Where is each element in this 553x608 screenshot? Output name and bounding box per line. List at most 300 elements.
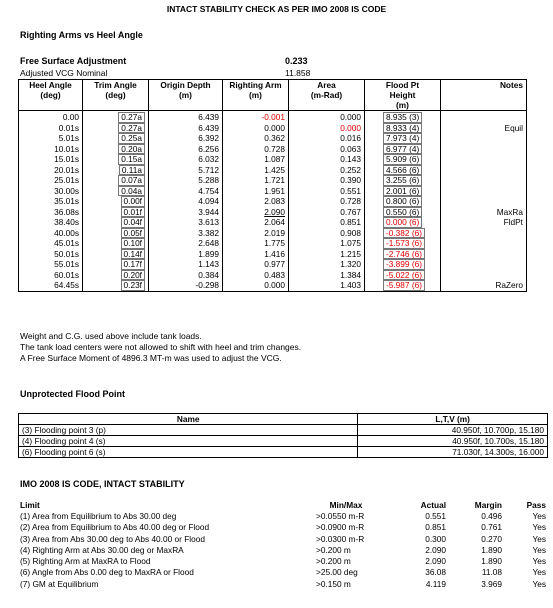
area-cell (289, 259, 365, 270)
trim-cell (83, 133, 149, 144)
heel-cell-value: 30.00s (54, 185, 79, 196)
heel-cell-value: 35.01s (54, 196, 79, 207)
trim-cell (83, 249, 149, 260)
depth-cell (149, 111, 223, 123)
area-cell (289, 280, 365, 291)
area-cell (289, 144, 365, 155)
heel-cell (19, 133, 83, 144)
trim-cell (83, 238, 149, 249)
trim-cell-value: 0.17f (121, 259, 145, 270)
col-pass: Pass (526, 500, 546, 510)
trim-cell-value: 0.07a (118, 175, 145, 186)
criterion-minmax: >0.0300 m-R (316, 533, 365, 544)
criteria-heading: IMO 2008 IS CODE, INTACT STABILITY (20, 479, 185, 489)
area-cell (289, 238, 365, 249)
table-row (19, 123, 527, 134)
flood-cell-value: -5.022 (6) (383, 270, 425, 281)
table-row (19, 259, 527, 270)
criterion-margin: 0.270 (481, 533, 502, 544)
area-cell (289, 270, 365, 281)
heel-cell (19, 217, 83, 228)
heel-cell (19, 144, 83, 155)
area-cell-value: 0.016 (340, 133, 361, 144)
criterion-actual: 36.08 (425, 567, 446, 578)
area-cell (289, 165, 365, 176)
heel-cell-value: 45.01s (54, 238, 79, 249)
area-cell-value: 0.728 (340, 196, 361, 207)
depth-cell-value: 4.094 (198, 196, 219, 207)
arm-cell (223, 196, 289, 207)
arm-cell-value: 2.090 (264, 206, 285, 217)
flood-cell (365, 123, 441, 134)
notes-cell (441, 270, 527, 281)
depth-cell-value: -0.298 (195, 280, 219, 291)
notes-cell (441, 186, 527, 197)
heel-cell-value: 50.01s (54, 248, 79, 259)
depth-cell (149, 175, 223, 186)
notes-cell (441, 238, 527, 249)
arm-cell (223, 228, 289, 239)
trim-cell-value: 0.27a (118, 112, 145, 123)
notes-cell (441, 280, 527, 291)
table-row (18, 567, 548, 578)
col-name: Name (19, 414, 358, 425)
col-limit: Limit (20, 500, 40, 510)
footnote-1: Weight and C.G. used above include tank loads. (20, 331, 202, 341)
trim-cell (83, 175, 149, 186)
criterion-actual: 0.300 (425, 533, 446, 544)
trim-cell-value: 0.11a (119, 165, 145, 176)
heel-cell (19, 175, 83, 186)
criterion-margin: 11.08 (481, 567, 502, 578)
table-row (19, 144, 527, 155)
criterion-pass: Yes (532, 522, 546, 533)
criterion-pass: Yes (532, 578, 546, 589)
flood-cell-value: 5.909 (6) (383, 154, 422, 165)
arm-cell-value: 1.416 (264, 248, 285, 259)
table-row (18, 511, 548, 522)
criterion-minmax: >0.0900 m-R (316, 522, 365, 533)
table-row (19, 217, 527, 228)
flood-cell (365, 144, 441, 155)
trim-cell (83, 186, 149, 197)
col-righting-arm: Righting Arm (m) (223, 80, 289, 111)
table-row (19, 436, 548, 447)
flood-cell-value: 2.001 (6) (383, 186, 422, 197)
heel-cell-value: 60.01s (54, 269, 79, 280)
flood-point-heading: Unprotected Flood Point (20, 389, 125, 399)
table-row (19, 154, 527, 165)
heel-cell (19, 228, 83, 239)
trim-cell-value: 0.05f (121, 228, 145, 239)
footnote-3: A Free Surface Moment of 4896.3 MT-m was used to adjust the VCG. (20, 353, 282, 363)
criterion-margin: 0.496 (481, 511, 502, 521)
flood-cell-value: 0.000 (6) (383, 217, 422, 228)
heel-cell (19, 249, 83, 260)
depth-cell-value: 5.712 (198, 164, 219, 175)
criteria-table (18, 499, 548, 590)
table-header-row (19, 414, 548, 425)
heel-cell-value: 0.00 (62, 112, 79, 123)
trim-cell (83, 207, 149, 218)
depth-cell-value: 6.032 (198, 154, 219, 165)
notes-cell (441, 228, 527, 239)
area-cell-value: 1.075 (340, 238, 361, 249)
heel-cell (19, 238, 83, 249)
notes-cell (441, 144, 527, 155)
table-row (18, 522, 548, 533)
arm-cell-value: 1.721 (264, 175, 285, 186)
criterion-minmax: >0.200 m (316, 556, 351, 567)
arm-cell (223, 133, 289, 144)
notes-cell (441, 165, 527, 176)
trim-cell-value: 0.15a (118, 154, 145, 165)
depth-cell (149, 196, 223, 207)
criterion-minmax: >0.0550 m-R (316, 511, 365, 521)
flood-cell-value: 8.935 (3) (383, 112, 422, 123)
footnote-2: The tank load centers were not allowed to shift with heel and trim changes. (20, 342, 302, 352)
flood-cell-value: -5.987 (6) (383, 280, 425, 291)
flood-point-ltv: 71.030f, 14.300s, 16.000 (358, 447, 548, 458)
criterion-minmax: >0.200 m (316, 544, 351, 555)
trim-cell (83, 228, 149, 239)
depth-cell (149, 165, 223, 176)
depth-cell (149, 154, 223, 165)
trim-cell-value: 0.23f (121, 280, 145, 291)
flood-cell (365, 133, 441, 144)
table-header-row (19, 80, 527, 111)
col-heel-angle: Heel Angle (deg) (19, 80, 83, 111)
fsa-label: Free Surface Adjustment (20, 56, 127, 66)
flood-cell (365, 186, 441, 197)
area-cell (289, 228, 365, 239)
heel-cell (19, 154, 83, 165)
depth-cell (149, 259, 223, 270)
heel-cell (19, 186, 83, 197)
arm-cell (223, 280, 289, 291)
area-cell-value: 0.767 (340, 206, 361, 217)
flood-cell (365, 111, 441, 123)
depth-cell-value: 6.439 (198, 122, 219, 133)
table-row (18, 579, 548, 590)
depth-cell (149, 280, 223, 291)
trim-cell-value: 0.20a (118, 144, 145, 155)
criterion-margin: 1.890 (481, 556, 502, 567)
trim-cell-value: 0.10f (121, 238, 145, 249)
notes-cell (441, 207, 527, 218)
arm-cell-value: 1.951 (264, 185, 285, 196)
flood-point-name: (4) Flooding point 4 (s) (19, 436, 358, 447)
depth-cell (149, 217, 223, 228)
area-cell (289, 133, 365, 144)
trim-cell (83, 144, 149, 155)
notes-cell (441, 154, 527, 165)
arm-cell-value: 0.362 (264, 133, 285, 144)
flood-cell (365, 280, 441, 291)
notes-cell-value: RaZero (495, 280, 523, 291)
col-area: Area (m-Rad) (289, 80, 365, 111)
area-cell-value: 0.143 (340, 154, 361, 165)
depth-cell-value: 6.439 (198, 112, 219, 123)
arm-cell (223, 123, 289, 134)
heel-cell-value: 20.01s (54, 164, 79, 175)
arm-cell-value: 0.000 (264, 122, 285, 133)
trim-cell-value: 0.04a (118, 186, 145, 197)
arm-cell (223, 259, 289, 270)
criterion-pass: Yes (532, 544, 546, 555)
fsa-value: 0.233 (285, 56, 308, 66)
col-minmax: Min/Max (329, 500, 363, 510)
area-cell (289, 154, 365, 165)
trim-cell (83, 259, 149, 270)
flood-cell-value: -1.573 (6) (383, 238, 425, 249)
flood-cell (365, 196, 441, 207)
criterion-actual: 2.090 (425, 544, 446, 555)
area-cell (289, 186, 365, 197)
flood-cell (365, 165, 441, 176)
flood-point-name: (6) Flooding point 6 (s) (19, 447, 358, 458)
col-notes: Notes (441, 80, 527, 111)
vcg-label: Adjusted VCG Nominal (20, 68, 108, 78)
heel-cell (19, 259, 83, 270)
area-cell-value: 0.063 (340, 143, 361, 154)
table-row (19, 249, 527, 260)
col-trim-angle: Trim Angle (deg) (83, 80, 149, 111)
flood-cell-value: 8.933 (4) (383, 123, 422, 134)
depth-cell-value: 6.392 (198, 133, 219, 144)
arm-cell-value: 0.728 (264, 143, 285, 154)
heel-cell (19, 123, 83, 134)
notes-cell-value: MaxRa (496, 206, 523, 217)
criterion-pass: Yes (532, 511, 546, 521)
heel-cell-value: 5.01s (58, 133, 79, 144)
heel-cell-value: 64.45s (54, 280, 79, 291)
col-origin-depth: Origin Depth (m) (149, 80, 223, 111)
trim-cell-value: 0.25a (118, 133, 145, 144)
area-cell-value: 1.215 (340, 248, 361, 259)
notes-cell-value: Equil (504, 122, 523, 133)
trim-cell (83, 111, 149, 123)
heel-cell (19, 270, 83, 281)
notes-cell (441, 196, 527, 207)
area-cell (289, 217, 365, 228)
table-row (19, 270, 527, 281)
criterion-margin: 0.761 (481, 522, 502, 533)
flood-cell-value: 0.550 (6) (383, 207, 422, 218)
depth-cell-value: 1.899 (198, 248, 219, 259)
area-cell-value: 1.320 (340, 259, 361, 270)
page-title: INTACT STABILITY CHECK AS PER IMO 2008 IS CODE (166, 4, 387, 14)
depth-cell-value: 3.382 (198, 227, 219, 238)
trim-cell-value: 0.14f (121, 249, 145, 260)
criterion-pass: Yes (532, 567, 546, 578)
flood-cell-value: 7.973 (4) (383, 133, 422, 144)
depth-cell-value: 1.143 (198, 259, 219, 270)
notes-cell (441, 111, 527, 123)
table-row (19, 165, 527, 176)
trim-cell (83, 123, 149, 134)
area-cell (289, 207, 365, 218)
criterion-pass: Yes (532, 556, 546, 567)
arm-cell-value: 1.425 (264, 164, 285, 175)
arm-cell (223, 217, 289, 228)
arm-cell (223, 207, 289, 218)
criterion-limit: (5) Righting Arm at MaxRA to Flood (20, 556, 151, 567)
criterion-limit: (1) Area from Equilibrium to Abs 30.00 deg (20, 511, 177, 521)
depth-cell (149, 249, 223, 260)
criterion-minmax: >0.150 m (316, 578, 351, 589)
arm-cell (223, 238, 289, 249)
criterion-actual: 0.851 (425, 522, 446, 533)
table-header-row (18, 499, 548, 511)
criterion-margin: 1.890 (481, 544, 502, 555)
arm-cell (223, 154, 289, 165)
depth-cell (149, 238, 223, 249)
flood-cell (365, 270, 441, 281)
righting-arms-heading: Righting Arms vs Heel Angle (20, 30, 143, 40)
area-cell-value: 0.851 (340, 217, 361, 228)
table-row (19, 133, 527, 144)
depth-cell (149, 270, 223, 281)
flood-cell-value: 3.255 (6) (383, 175, 422, 186)
table-row (19, 175, 527, 186)
arm-cell (223, 144, 289, 155)
area-cell-value: 0.000 (340, 122, 361, 133)
area-cell-value: 1.403 (340, 280, 361, 291)
heel-cell-value: 38.40s (54, 217, 79, 228)
notes-cell-value: FldPt (503, 217, 523, 228)
col-ltv: L,T,V (m) (358, 414, 548, 425)
flood-point-table (18, 413, 548, 458)
trim-cell (83, 217, 149, 228)
arm-cell (223, 186, 289, 197)
arm-cell (223, 249, 289, 260)
notes-cell (441, 133, 527, 144)
area-cell (289, 175, 365, 186)
area-cell-value: 0.000 (340, 112, 361, 123)
arm-cell (223, 175, 289, 186)
arm-cell-value: -0.001 (261, 112, 285, 123)
trim-cell-value: 0.00f (121, 196, 145, 207)
table-row (19, 207, 527, 218)
arm-cell-value: 2.064 (264, 217, 285, 228)
flood-point-name: (3) Flooding point 3 (p) (19, 425, 358, 436)
arm-cell (223, 165, 289, 176)
table-row (19, 111, 527, 123)
arm-cell (223, 270, 289, 281)
flood-cell (365, 238, 441, 249)
heel-cell-value: 10.01s (54, 143, 79, 154)
heel-cell (19, 111, 83, 123)
depth-cell (149, 186, 223, 197)
flood-cell (365, 249, 441, 260)
arm-cell (223, 111, 289, 123)
criterion-limit: (6) Angle from Abs 0.00 deg to MaxRA or Flood (20, 567, 194, 578)
criterion-limit: (7) GM at Equilibrium (20, 578, 99, 589)
heel-cell-value: 25.01s (54, 175, 79, 186)
depth-cell-value: 6.256 (198, 143, 219, 154)
heel-cell (19, 280, 83, 291)
flood-cell-value: 6.977 (4) (383, 144, 422, 155)
arm-cell-value: 0.000 (264, 280, 285, 291)
flood-cell (365, 175, 441, 186)
vcg-value: 11.858 (285, 68, 311, 78)
depth-cell (149, 144, 223, 155)
notes-cell (441, 175, 527, 186)
depth-cell-value: 2.648 (198, 238, 219, 249)
criterion-pass: Yes (532, 533, 546, 544)
flood-cell (365, 228, 441, 239)
heel-cell (19, 207, 83, 218)
trim-cell-value: 0.04f (121, 217, 145, 228)
arm-cell-value: 0.977 (264, 259, 285, 270)
criterion-limit: (2) Area from Equilibrium to Abs 40.00 deg or Flood (20, 522, 210, 533)
table-row (19, 186, 527, 197)
notes-cell (441, 217, 527, 228)
flood-cell (365, 154, 441, 165)
flood-cell-value: 4.566 (6) (383, 165, 422, 176)
table-row (19, 447, 548, 458)
flood-point-ltv: 40.950f, 10.700s, 15.180 (358, 436, 548, 447)
heel-cell-value: 0.01s (58, 122, 79, 133)
depth-cell (149, 133, 223, 144)
depth-cell-value: 3.613 (198, 217, 219, 228)
trim-cell (83, 196, 149, 207)
criterion-limit: (3) Area from Abs 30.00 deg to Abs 40.00 or Flood (20, 533, 205, 544)
criterion-limit: (4) Righting Arm at Abs 30.00 deg or MaxRA (20, 544, 184, 555)
col-actual: Actual (420, 500, 446, 510)
depth-cell (149, 207, 223, 218)
criterion-actual: 2.090 (425, 556, 446, 567)
table-row (19, 196, 527, 207)
criterion-actual: 4.119 (425, 578, 446, 589)
heel-cell-value: 15.01s (54, 154, 79, 165)
area-cell-value: 0.252 (340, 164, 361, 175)
arm-cell-value: 2.083 (264, 196, 285, 207)
depth-cell-value: 4.754 (198, 185, 219, 196)
area-cell (289, 249, 365, 260)
area-cell-value: 0.908 (340, 227, 361, 238)
area-cell (289, 111, 365, 123)
heel-cell-value: 40.00s (54, 227, 79, 238)
heel-cell-value: 36.08s (54, 206, 79, 217)
arm-cell-value: 1.775 (264, 238, 285, 249)
flood-cell (365, 217, 441, 228)
trim-cell-value: 0.01f (121, 207, 145, 218)
col-margin: Margin (474, 500, 502, 510)
heel-cell-value: 55.01s (54, 259, 79, 270)
arm-cell-value: 0.483 (264, 269, 285, 280)
flood-point-ltv: 40.950f, 10.700p, 15.180 (358, 425, 548, 436)
area-cell-value: 0.390 (340, 175, 361, 186)
depth-cell-value: 3.944 (198, 206, 219, 217)
table-row (18, 556, 548, 567)
table-row (19, 228, 527, 239)
table-row (18, 545, 548, 556)
table-row (19, 425, 548, 436)
flood-cell (365, 259, 441, 270)
heel-cell (19, 165, 83, 176)
depth-cell-value: 5.288 (198, 175, 219, 186)
flood-cell-value: -2.746 (6) (383, 249, 425, 260)
trim-cell (83, 165, 149, 176)
notes-cell (441, 123, 527, 134)
flood-cell-value: -0.382 (6) (383, 228, 425, 239)
trim-cell (83, 280, 149, 291)
notes-cell (441, 249, 527, 260)
table-row (19, 280, 527, 291)
criterion-actual: 0.551 (425, 511, 446, 521)
